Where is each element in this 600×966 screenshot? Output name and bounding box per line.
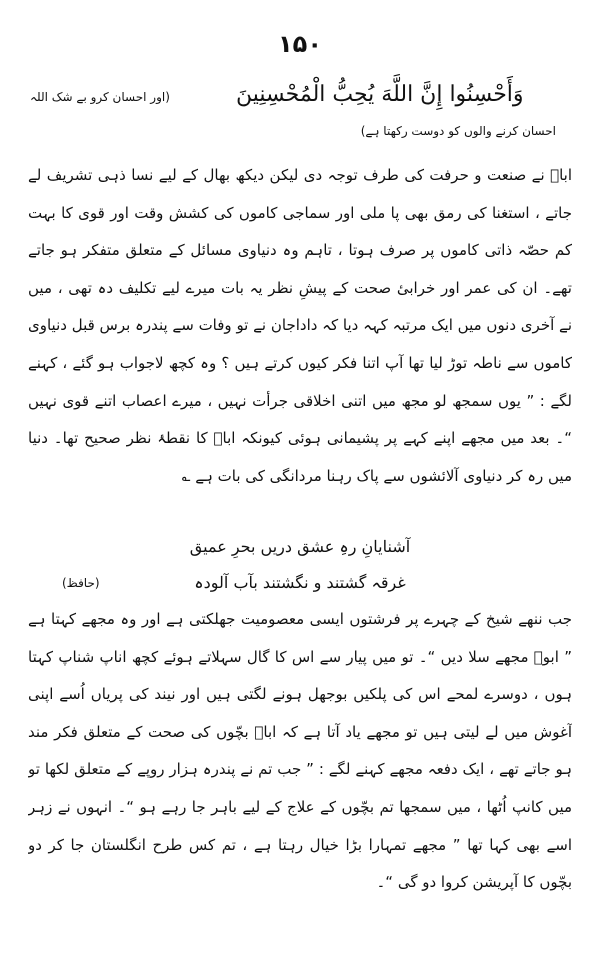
verse-translation-part2: احسان کرنے والوں کو دوست رکھتا ہے)	[360, 124, 556, 138]
verse-row	[0, 82, 600, 118]
poem-attribution: (حافظ)	[62, 576, 100, 590]
poem-line-2: غرقہ گشتند و نگشتند بآب آلودہ	[194, 573, 406, 592]
poem-line-1: آشنایانِ رہِ عشق دریں بحرِ عمیق	[189, 537, 411, 556]
page-number: ۱۵۰	[278, 30, 322, 58]
paragraph-2: جب ننھے شیخ کے چہرے پر فرشتوں ایسی معصومیت جھلکتی ہے اور وہ مجھے کہتا ہے ” ابوؔ مجھے سلا دیں “۔ تو میں پیار سے اس کا گال سہلاتے ہوئے کچھ اناپ شناپ کہتا ہوں ، دوسرے لمحے اس کی پلکیں بوجھل ہونے لگتی ہیں اور نیند کی پریاں اُسے اپنی آغوش میں لے لیتی ہیں تو مجھے یاد آتا ہے کہ اباؔ بچّوں کی صحت کے متعلق فکر مند ہو جاتے تھے ، ایک دفعہ مجھے کہنے لگے : ” جب تم نے پندرہ ہزار روپے کے متعلق لکھا تو میں کانپ اُٹھا ، میں سمجھا تم بچّوں کے علاج کے لیے باہر جا رہے ہو “۔ انہوں نے زہر اسے بھی کہا تھا ” مجھے تمہارا بڑا خیال رہتا ہے ، تم کس طرح انگلستان جا کر دو بچّوں کا آپریشن کروا دو گی “۔	[28, 610, 572, 892]
verse-translation-part1: (اور احسان کرو بے شک اللہ	[30, 90, 170, 104]
paragraph-1: اباؔ نے صنعت و حرفت کی طرف توجہ دی لیکن دیکھ بھال کے لیے نسا ذہی تشریف لے جاتے ، استغنا کی رمق بھی پا ملی اور سماجی کاموں کی کشش وقت اور قوی کا بہت کم حصّہ ذاتی کاموں پر صرف ہوتا ، تاہم وہ دنیاوی مسائل کے متعلق متفکر ہو جاتے تھے۔ ان کی عمر اور خرابیٔ صحت کے پیشِ نظر یہ بات میرے لیے تکلیف دہ تھی ، میں نے آخری دنوں میں ایک مرتبہ کہہ دیا کہ داداجان نے تو وفات سے پندرہ برس قبل دنیاوی کاموں سے ناطہ توڑ لیا تھا آپ اتنا فکر کیوں کرتے ہیں ؟ وہ کچھ لاجواب ہو گئے ، کہنے لگے : ” یوں سمجھ لو مجھ میں اتنی اخلاقی جرأت نہیں ، میرے اعصاب اتنے قوی نہیں “۔ بعد میں مجھے اپنے کہے پر پشیمانی ہوئی کیونکہ اباؔ کا نقطۂ نظر صحیح تھا۔ دنیا میں رہ کر دنیاوی آلائشوں سے پاک رہنا مردانگی کی بات ہے ؎	[28, 166, 572, 485]
quranic-verse: وَأَحْسِنُوا إِنَّ اللَّهَ يُحِبُّ الْمُحْسِنِينَ	[236, 82, 524, 107]
